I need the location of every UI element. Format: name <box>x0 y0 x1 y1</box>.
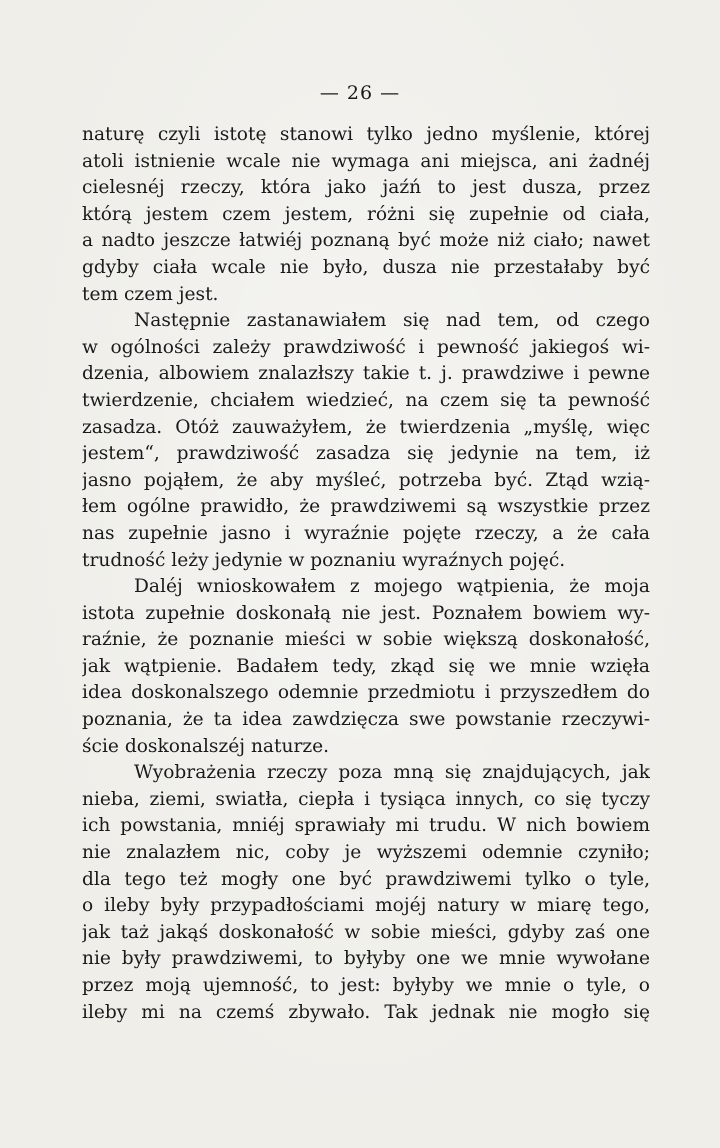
text-line: cielesnéj rzeczy, która jako jaźń to jest dusza, przez <box>82 177 650 199</box>
text-line: jestem“, prawdziwość zasadza się jedynie na tem, iż <box>82 443 650 465</box>
text-line: dzenia, albowiem znalazłszy takie t. j. prawdziwe i pewne <box>82 363 650 385</box>
text-line: a nadto jeszcze łatwiéj poznaną być może niż ciało; nawet <box>82 230 650 252</box>
text-line: nas zupełnie jasno i wyraźnie pojęte rzeczy, a że cała <box>82 522 650 544</box>
text-line: twierdzenie, chciałem wiedzieć, na czem się ta pewność <box>82 389 650 411</box>
text-line: Daléj wnioskowałem z mojego wątpienia, że moja <box>134 576 650 598</box>
text-line: ście doskonalszéj naturze. <box>82 735 330 757</box>
text-line: ich powstania, mniéj sprawiały mi trudu. W nich bowiem <box>82 815 650 837</box>
paragraph-4 <box>82 760 650 1026</box>
text-line: naturę czyli istotę stanowi tylko jedno myślenie, której <box>82 124 650 145</box>
text-line: łem ogólne prawidło, że prawdziwemi są wszystkie przez <box>82 496 650 518</box>
paragraph-3 <box>82 574 650 760</box>
text-line: gdyby ciała wcale nie było, dusza nie przestałaby być <box>82 256 650 278</box>
text-line: Następnie zastanawiałem się nad tem, od czego <box>134 310 650 332</box>
text-line: atoli istnienie wcale nie wymaga ani miejsca, ani żadnéj <box>82 150 650 172</box>
text-line: Wyobrażenia rzeczy poza mną się znajdujących, jak <box>134 762 650 784</box>
text-line: nie były prawdziwemi, to byłyby one we mnie wywołane <box>82 948 650 970</box>
text-line: jak wątpienie. Badałem tedy, zkąd się we mnie wzięła <box>82 655 650 677</box>
text-line: nieba, ziemi, swiatła, ciepła i tysiąca innych, co się tyczy <box>82 788 650 810</box>
text-line: którą jestem czem jestem, różni się zupełnie od ciała, <box>82 203 650 225</box>
text-line: jasno pojąłem, że aby myśleć, potrzeba być. Ztąd wzią- <box>82 469 650 491</box>
text-line: przez moją ujemność, to jest: byłyby we mnie o tyle, o <box>82 975 650 996</box>
text-line: poznania, że ta idea zawdzięcza swe powstanie rzeczywi- <box>82 709 650 731</box>
text-line: zasadza. Otóż zauważyłem, że twierdzenia „myślę, więc <box>82 416 650 438</box>
text-line: dla tego też mogły one być prawdziwemi tylko o tyle, <box>82 868 650 890</box>
text-line: raźnie, że poznanie mieści w sobie większą doskonałość, <box>82 629 650 651</box>
text-line: nie znalazłem nic, coby je wyższemi odemnie czyniło; <box>82 842 650 864</box>
text-line: idea doskonalszego odemnie przedmiotu i przyszedłem do <box>82 682 650 704</box>
paragraph-2 <box>82 308 650 574</box>
body-text <box>82 122 650 1026</box>
text-line: ileby mi na czemś zbywało. Tak jednak nie mogło się <box>82 1001 650 1023</box>
text-line: istota zupełnie doskonałą nie jest. Poznałem bowiem wy- <box>82 602 650 624</box>
text-line: o ileby były przypadłościami mojéj natury w miarę tego, <box>82 895 650 917</box>
text-line: trudność leży jedynie w poznaniu wyraźnych pojęć. <box>82 549 566 571</box>
page-number: — 26 — <box>319 82 401 104</box>
paragraph-1 <box>82 122 650 308</box>
text-line: jak taż jakąś doskonałość w sobie mieści, gdyby zaś one <box>82 921 650 943</box>
text-line: tem czem jest. <box>82 283 219 305</box>
text-line: w ogólności zależy prawdziwość i pewność jakiegoś wi- <box>82 336 650 358</box>
